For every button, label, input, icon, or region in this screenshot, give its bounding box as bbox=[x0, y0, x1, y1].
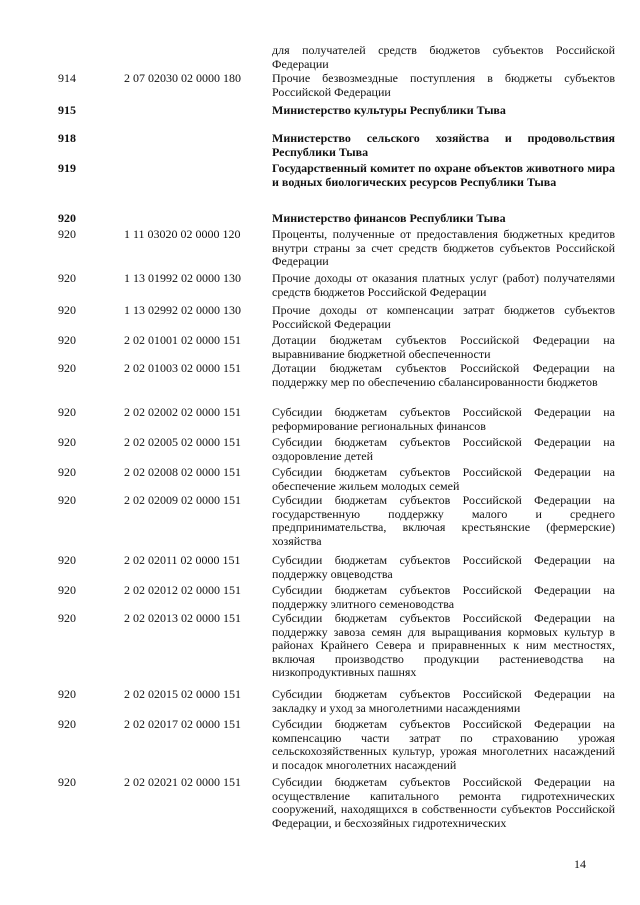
income-description: Субсидии бюджетам субъектов Российской Федерации на закладку и уход за многолетними насаждениями bbox=[272, 687, 615, 715]
income-description: Министерство сельского хозяйства и продовольствия Республики Тыва bbox=[272, 131, 615, 159]
income-description: Прочие доходы от оказания платных услуг (работ) получателями средств бюджетов Российской Федерации bbox=[272, 271, 615, 299]
budget-classification-code: 2 02 01001 02 0000 151 bbox=[124, 333, 241, 347]
income-description: Проценты, полученные от предоставления бюджетных кредитов внутри страны за счет средств бюджетов субъектов Российской Федерации bbox=[272, 227, 615, 269]
administrator-code: 920 bbox=[58, 717, 76, 731]
budget-classification-code: 2 02 02013 02 0000 151 bbox=[124, 611, 241, 625]
income-description: Субсидии бюджетам субъектов Российской Федерации на компенсацию части затрат по страхованию урожая сельскохозяйственных культур, урожая многолетних насаждений и посадок многолетних насаждений bbox=[272, 717, 615, 772]
budget-classification-code: 2 02 02005 02 0000 151 bbox=[124, 435, 241, 449]
income-description: Министерство культуры Республики Тыва bbox=[272, 103, 506, 117]
administrator-code: 920 bbox=[58, 405, 76, 419]
income-description: для получателей средств бюджетов субъектов Российской Федерации bbox=[272, 43, 615, 71]
administrator-code: 920 bbox=[58, 227, 76, 241]
income-description: Субсидии бюджетам субъектов Российской Федерации на поддержку элитного семеноводства bbox=[272, 583, 615, 611]
budget-classification-code: 1 13 01992 02 0000 130 bbox=[124, 271, 241, 285]
budget-classification-code: 2 02 01003 02 0000 151 bbox=[124, 361, 241, 375]
administrator-code: 914 bbox=[58, 71, 76, 85]
income-description: Субсидии бюджетам субъектов Российской Федерации на поддержку завоза семян для выращивания кормовых культур в районах Крайнего Севера и приравненных к ним местностях, включая производство продукции растениеводства на низкопродуктивных пашнях bbox=[272, 611, 615, 680]
income-description: Субсидии бюджетам субъектов Российской Федерации на государственную поддержку малого и среднего предпринимательства, включая крестьянские (фермерские) хозяйства bbox=[272, 493, 615, 548]
administrator-code: 915 bbox=[58, 103, 76, 117]
budget-classification-code: 1 13 02992 02 0000 130 bbox=[124, 303, 241, 317]
income-description: Прочие доходы от компенсации затрат бюджетов субъектов Российской Федерации bbox=[272, 303, 615, 331]
budget-classification-code: 2 02 02017 02 0000 151 bbox=[124, 717, 241, 731]
administrator-code: 920 bbox=[58, 687, 76, 701]
administrator-code: 920 bbox=[58, 435, 76, 449]
budget-classification-code: 2 02 02012 02 0000 151 bbox=[124, 583, 241, 597]
income-description: Дотации бюджетам субъектов Российской Федерации на выравнивание бюджетной обеспеченности bbox=[272, 333, 615, 361]
budget-classification-code: 2 02 02015 02 0000 151 bbox=[124, 687, 241, 701]
administrator-code: 918 bbox=[58, 131, 76, 145]
budget-classification-code: 2 02 02009 02 0000 151 bbox=[124, 493, 241, 507]
administrator-code: 920 bbox=[58, 611, 76, 625]
administrator-code: 920 bbox=[58, 211, 76, 225]
income-description: Субсидии бюджетам субъектов Российской Федерации на реформирование региональных финансов bbox=[272, 405, 615, 433]
administrator-code: 920 bbox=[58, 465, 76, 479]
administrator-code: 920 bbox=[58, 303, 76, 317]
administrator-code: 920 bbox=[58, 361, 76, 375]
budget-classification-code: 2 02 02021 02 0000 151 bbox=[124, 775, 241, 789]
income-description: Государственный комитет по охране объектов животного мира и водных биологических ресурсов Республики Тыва bbox=[272, 161, 615, 189]
page-number: 14 bbox=[574, 857, 586, 871]
budget-classification-code: 2 02 02002 02 0000 151 bbox=[124, 405, 241, 419]
budget-classification-code: 1 11 03020 02 0000 120 bbox=[124, 227, 241, 241]
administrator-code: 920 bbox=[58, 553, 76, 567]
income-description: Субсидии бюджетам субъектов Российской Федерации на поддержку овцеводства bbox=[272, 553, 615, 581]
income-description: Субсидии бюджетам субъектов Российской Федерации на оздоровление детей bbox=[272, 435, 615, 463]
administrator-code: 919 bbox=[58, 161, 76, 175]
administrator-code: 920 bbox=[58, 583, 76, 597]
administrator-code: 920 bbox=[58, 775, 76, 789]
income-description: Субсидии бюджетам субъектов Российской Федерации на осуществление капитального ремонта гидротехнических сооружений, находящихся в собственности субъектов Российской Федерации, и бесхозяйных гидротехнических bbox=[272, 775, 615, 830]
administrator-code: 920 bbox=[58, 333, 76, 347]
budget-classification-code: 2 02 02011 02 0000 151 bbox=[124, 553, 241, 567]
income-description: Министерство финансов Республики Тыва bbox=[272, 211, 506, 225]
budget-classification-code: 2 07 02030 02 0000 180 bbox=[124, 71, 241, 85]
income-description: Прочие безвозмездные поступления в бюджеты субъектов Российской Федерации bbox=[272, 71, 615, 99]
administrator-code: 920 bbox=[58, 493, 76, 507]
administrator-code: 920 bbox=[58, 271, 76, 285]
income-description: Субсидии бюджетам субъектов Российской Федерации на обеспечение жильем молодых семей bbox=[272, 465, 615, 493]
income-description: Дотации бюджетам субъектов Российской Федерации на поддержку мер по обеспечению сбалансированности бюджетов bbox=[272, 361, 615, 389]
budget-classification-code: 2 02 02008 02 0000 151 bbox=[124, 465, 241, 479]
